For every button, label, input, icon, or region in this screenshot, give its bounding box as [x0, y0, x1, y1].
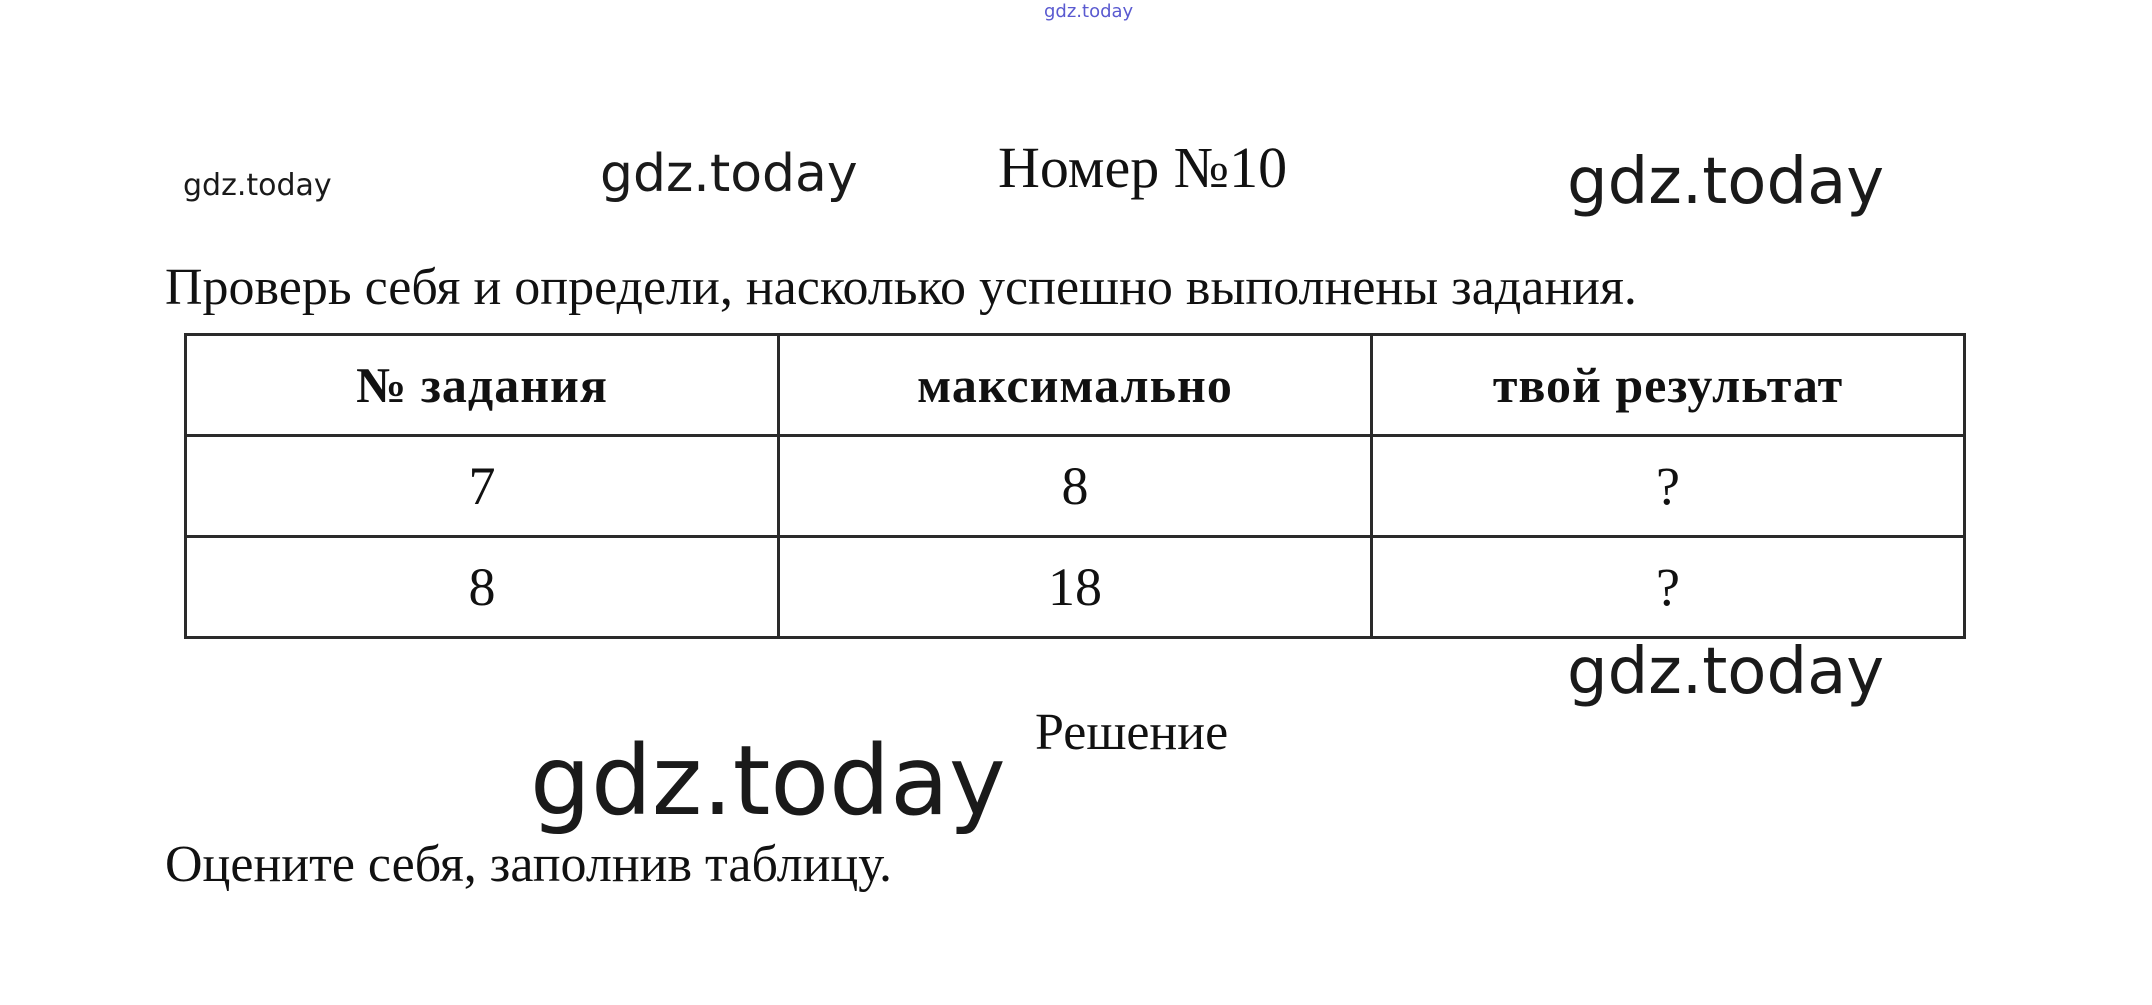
table-cell: 8 — [779, 436, 1372, 537]
table-cell: ? — [1372, 537, 1965, 638]
column-header-maximum: максимально — [779, 335, 1372, 436]
column-header-task-number: № задания — [186, 335, 779, 436]
table-cell: 18 — [779, 537, 1372, 638]
watermark-top: gdz.today — [1044, 1, 1134, 22]
table-cell: ? — [1372, 436, 1965, 537]
table-row — [186, 436, 1965, 537]
watermark: gdz.today — [530, 725, 1006, 837]
table-cell: 8 — [186, 537, 779, 638]
results-table — [184, 333, 1966, 639]
task-text: Проверь себя и определи, насколько успешно выполнены задания. — [165, 259, 1637, 316]
watermark: gdz.today — [183, 168, 332, 203]
page-title: Номер №10 — [998, 135, 1288, 200]
table-cell: 7 — [186, 436, 779, 537]
table-row — [186, 537, 1965, 638]
solution-heading: Решение — [1035, 704, 1229, 761]
table-header-row — [186, 335, 1965, 436]
column-header-your-result: твой результат — [1372, 335, 1965, 436]
watermark: gdz.today — [1567, 145, 1885, 219]
watermark: gdz.today — [600, 144, 858, 204]
answer-text: Оцените себя, заполнив таблицу. — [165, 836, 893, 893]
watermark: gdz.today — [1567, 635, 1885, 709]
